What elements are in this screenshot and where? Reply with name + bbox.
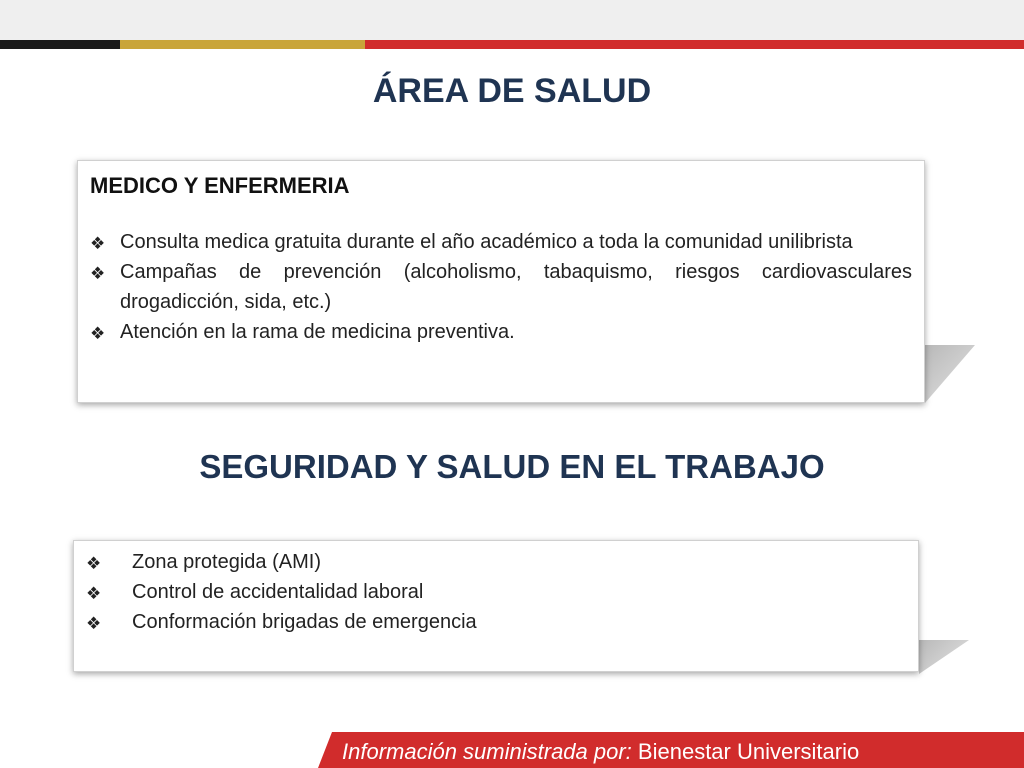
list-item	[90, 257, 912, 317]
list-item	[90, 227, 912, 257]
list-item	[90, 317, 912, 347]
stripe-red	[365, 40, 1024, 49]
area-salud-title: ÁREA DE SALUD	[372, 72, 652, 110]
box-shadow-decoration	[925, 345, 975, 403]
stripe-gold	[120, 40, 365, 49]
diamond-bullet-icon: ❖	[86, 554, 102, 573]
diamond-bullet-icon: ❖	[86, 614, 102, 633]
list-item	[86, 547, 906, 577]
footer-label: Información suministrada por:	[342, 739, 632, 764]
list-item-text: Campañas de prevención (alcoholismo, tabaquismo, riesgos cardiovasculares drogadicción, sida, etc.)	[120, 261, 912, 313]
seguridad-list	[86, 547, 906, 637]
list-item-text: Zona protegida (AMI)	[132, 551, 321, 573]
seguridad-title: SEGURIDAD Y SALUD EN EL TRABAJO	[199, 448, 825, 485]
list-item-text: Consulta medica gratuita durante el año académico a toda la comunidad unilibrista	[120, 231, 853, 253]
list-item	[86, 577, 906, 607]
list-item-text: Conformación brigadas de emergencia	[132, 611, 477, 633]
footer-text	[342, 739, 859, 765]
diamond-bullet-icon: ❖	[90, 264, 106, 283]
list-item-text: Control de accidentalidad laboral	[132, 581, 424, 603]
medico-heading: MEDICO Y ENFERMERIA	[90, 173, 350, 198]
seguridad-box	[73, 540, 919, 672]
box-shadow-decoration	[919, 640, 969, 674]
diamond-bullet-icon: ❖	[90, 324, 106, 343]
top-band	[0, 0, 1024, 40]
stripe-black	[0, 40, 120, 49]
diamond-bullet-icon: ❖	[86, 584, 102, 603]
medico-list	[90, 227, 912, 347]
medico-enfermeria-box	[77, 160, 925, 403]
footer-source: Bienestar Universitario	[637, 739, 860, 764]
list-item-text: Atención en la rama de medicina preventiva.	[120, 321, 515, 343]
list-item	[86, 607, 906, 637]
diamond-bullet-icon: ❖	[90, 234, 106, 253]
